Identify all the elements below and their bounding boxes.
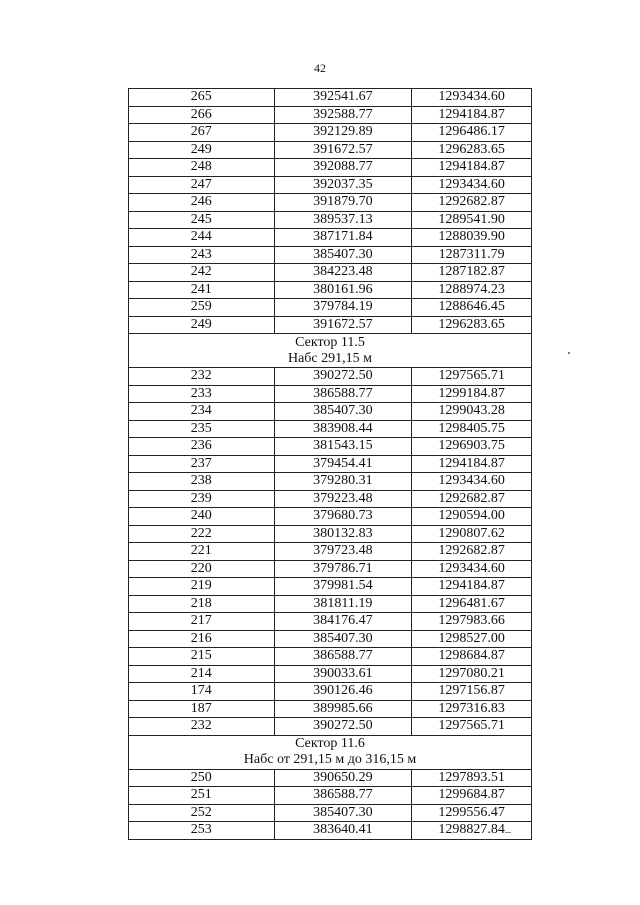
point-number-cell: 240: [129, 508, 275, 526]
point-number-cell: 245: [129, 211, 275, 229]
y-coordinate-cell: 1296283.65: [412, 141, 532, 159]
y-coordinate-cell: 1290807.62: [412, 525, 532, 543]
table-row: [129, 700, 532, 718]
table-row: [129, 89, 532, 107]
point-number-cell: 187: [129, 700, 275, 718]
point-number-cell: 242: [129, 264, 275, 282]
point-number-cell: 247: [129, 176, 275, 194]
sector-header-cell: [129, 334, 532, 368]
point-number-cell: 218: [129, 595, 275, 613]
point-number-cell: 220: [129, 560, 275, 578]
y-coordinate-cell: 1296486.17: [412, 124, 532, 142]
y-coordinate-cell: 1293434.60: [412, 176, 532, 194]
point-number-cell: 265: [129, 89, 275, 107]
y-coordinate-cell: 1287311.79: [412, 246, 532, 264]
point-number-cell: 174: [129, 683, 275, 701]
x-coordinate-cell: 390650.29: [274, 769, 412, 787]
sector-title: Сектор 11.5: [295, 334, 365, 350]
point-number-cell: 237: [129, 455, 275, 473]
y-coordinate-cell: 1299043.28: [412, 403, 532, 421]
table-row: [129, 141, 532, 159]
point-number-cell: 217: [129, 613, 275, 631]
y-coordinate-cell: 1294184.87: [412, 578, 532, 596]
table-row: [129, 804, 532, 822]
table-row: [129, 822, 532, 840]
y-coordinate-cell: 1297565.71: [412, 368, 532, 386]
table-row: [129, 124, 532, 142]
y-coordinate-cell: 1297983.66: [412, 613, 532, 631]
x-coordinate-cell: 384176.47: [274, 613, 412, 631]
y-coordinate-cell: 1298405.75: [412, 420, 532, 438]
sector-title: Сектор 11.6: [295, 736, 365, 751]
table-row: [129, 613, 532, 631]
y-coordinate-cell: 1297893.51: [412, 769, 532, 787]
table-row: [129, 368, 532, 386]
x-coordinate-cell: 381811.19: [274, 595, 412, 613]
x-coordinate-cell: 391672.57: [274, 141, 412, 159]
y-coordinate-cell: 1293434.60: [412, 89, 532, 107]
y-coordinate-cell: 1297565.71: [412, 718, 532, 736]
table-row: [129, 718, 532, 736]
coordinates-table: [128, 88, 532, 840]
x-coordinate-cell: 379981.54: [274, 578, 412, 596]
y-coordinate-cell: 1294184.87: [412, 159, 532, 177]
point-number-cell: 250: [129, 769, 275, 787]
y-coordinate-cell: 1294184.87: [412, 106, 532, 124]
point-number-cell: 234: [129, 403, 275, 421]
y-coordinate-cell: 1298827.84: [412, 822, 532, 840]
y-coordinate-cell: 1293434.60: [412, 473, 532, 491]
y-coordinate-cell: 1292682.87: [412, 194, 532, 212]
x-coordinate-cell: 392588.77: [274, 106, 412, 124]
table-row: [129, 769, 532, 787]
point-number-cell: 246: [129, 194, 275, 212]
x-coordinate-cell: 390272.50: [274, 368, 412, 386]
x-coordinate-cell: 380132.83: [274, 525, 412, 543]
point-number-cell: 236: [129, 438, 275, 456]
table-row: [129, 229, 532, 247]
page-number: 42: [314, 61, 326, 75]
y-coordinate-cell: 1287182.87: [412, 264, 532, 282]
sector-elevation: Набс 291,15 м: [287, 350, 373, 366]
point-number-cell: 253: [129, 822, 275, 840]
y-coordinate-cell: 1294184.87: [412, 455, 532, 473]
point-number-cell: 221: [129, 543, 275, 561]
table-row: [129, 159, 532, 177]
point-number-cell: 219: [129, 578, 275, 596]
y-coordinate-cell: 1298684.87: [412, 648, 532, 666]
x-coordinate-cell: 380161.96: [274, 281, 412, 299]
point-number-cell: 249: [129, 141, 275, 159]
table-row: [129, 299, 532, 317]
point-number-cell: 267: [129, 124, 275, 142]
point-number-cell: 244: [129, 229, 275, 247]
table-row: [129, 630, 532, 648]
x-coordinate-cell: 383640.41: [274, 822, 412, 840]
point-number-cell: 215: [129, 648, 275, 666]
x-coordinate-cell: 385407.30: [274, 246, 412, 264]
y-coordinate-cell: 1297316.83: [412, 700, 532, 718]
y-coordinate-cell: 1290594.00: [412, 508, 532, 526]
y-coordinate-cell: 1289541.90: [412, 211, 532, 229]
x-coordinate-cell: 387171.84: [274, 229, 412, 247]
x-coordinate-cell: 384223.48: [274, 264, 412, 282]
table-row: [129, 683, 532, 701]
y-coordinate-cell: 1299184.87: [412, 385, 532, 403]
table-row: [129, 665, 532, 683]
x-coordinate-cell: 379680.73: [274, 508, 412, 526]
x-coordinate-cell: 392541.67: [274, 89, 412, 107]
x-coordinate-cell: 386588.77: [274, 648, 412, 666]
x-coordinate-cell: 390272.50: [274, 718, 412, 736]
y-coordinate-cell: 1297156.87: [412, 683, 532, 701]
x-coordinate-cell: 386588.77: [274, 385, 412, 403]
scan-speck: [505, 832, 511, 833]
point-number-cell: 239: [129, 490, 275, 508]
table-row: [129, 648, 532, 666]
table-row: [129, 490, 532, 508]
table-row: [129, 595, 532, 613]
point-number-cell: 266: [129, 106, 275, 124]
sector-elevation: Набс от 291,15 м до 316,15 м: [243, 752, 417, 767]
y-coordinate-cell: 1288646.45: [412, 299, 532, 317]
table-row: [129, 455, 532, 473]
x-coordinate-cell: 389537.13: [274, 211, 412, 229]
point-number-cell: 252: [129, 804, 275, 822]
point-number-cell: 249: [129, 316, 275, 334]
table-row: [129, 473, 532, 491]
x-coordinate-cell: 392129.89: [274, 124, 412, 142]
x-coordinate-cell: 385407.30: [274, 630, 412, 648]
point-number-cell: 248: [129, 159, 275, 177]
y-coordinate-cell: 1288039.90: [412, 229, 532, 247]
table-row: [129, 543, 532, 561]
table-row: [129, 194, 532, 212]
y-coordinate-cell: 1296903.75: [412, 438, 532, 456]
sector-header-row: [129, 735, 532, 769]
y-coordinate-cell: 1299684.87: [412, 787, 532, 805]
table-row: [129, 176, 532, 194]
table-row: [129, 246, 532, 264]
scan-speck: [568, 352, 570, 354]
sector-header-cell: [129, 735, 532, 769]
table-row: [129, 525, 532, 543]
point-number-cell: 222: [129, 525, 275, 543]
table-row: [129, 403, 532, 421]
y-coordinate-cell: 1299556.47: [412, 804, 532, 822]
y-coordinate-cell: 1297080.21: [412, 665, 532, 683]
x-coordinate-cell: 391879.70: [274, 194, 412, 212]
x-coordinate-cell: 385407.30: [274, 804, 412, 822]
x-coordinate-cell: 389985.66: [274, 700, 412, 718]
coordinates-table-body: [129, 89, 532, 840]
point-number-cell: 214: [129, 665, 275, 683]
x-coordinate-cell: 385407.30: [274, 403, 412, 421]
x-coordinate-cell: 379454.41: [274, 455, 412, 473]
point-number-cell: 243: [129, 246, 275, 264]
y-coordinate-cell: 1296481.67: [412, 595, 532, 613]
point-number-cell: 238: [129, 473, 275, 491]
table-row: [129, 438, 532, 456]
y-coordinate-cell: 1288974.23: [412, 281, 532, 299]
x-coordinate-cell: 392088.77: [274, 159, 412, 177]
point-number-cell: 259: [129, 299, 275, 317]
x-coordinate-cell: 390126.46: [274, 683, 412, 701]
x-coordinate-cell: 386588.77: [274, 787, 412, 805]
table-row: [129, 264, 532, 282]
x-coordinate-cell: 391672.57: [274, 316, 412, 334]
y-coordinate-cell: 1296283.65: [412, 316, 532, 334]
y-coordinate-cell: 1293434.60: [412, 560, 532, 578]
x-coordinate-cell: 379784.19: [274, 299, 412, 317]
table-row: [129, 420, 532, 438]
table-row: [129, 281, 532, 299]
point-number-cell: 216: [129, 630, 275, 648]
x-coordinate-cell: 379786.71: [274, 560, 412, 578]
table-row: [129, 787, 532, 805]
point-number-cell: 251: [129, 787, 275, 805]
y-coordinate-cell: 1298527.00: [412, 630, 532, 648]
point-number-cell: 233: [129, 385, 275, 403]
point-number-cell: 232: [129, 718, 275, 736]
table-row: [129, 560, 532, 578]
x-coordinate-cell: 379223.48: [274, 490, 412, 508]
table-row: [129, 106, 532, 124]
table-row: [129, 385, 532, 403]
y-coordinate-cell: 1292682.87: [412, 543, 532, 561]
table-row: [129, 578, 532, 596]
x-coordinate-cell: 392037.35: [274, 176, 412, 194]
point-number-cell: 235: [129, 420, 275, 438]
x-coordinate-cell: 390033.61: [274, 665, 412, 683]
x-coordinate-cell: 383908.44: [274, 420, 412, 438]
sector-header-row: [129, 334, 532, 368]
point-number-cell: 241: [129, 281, 275, 299]
table-row: [129, 508, 532, 526]
point-number-cell: 232: [129, 368, 275, 386]
table-row: [129, 211, 532, 229]
y-coordinate-cell: 1292682.87: [412, 490, 532, 508]
table-row: [129, 316, 532, 334]
x-coordinate-cell: 379723.48: [274, 543, 412, 561]
x-coordinate-cell: 379280.31: [274, 473, 412, 491]
x-coordinate-cell: 381543.15: [274, 438, 412, 456]
